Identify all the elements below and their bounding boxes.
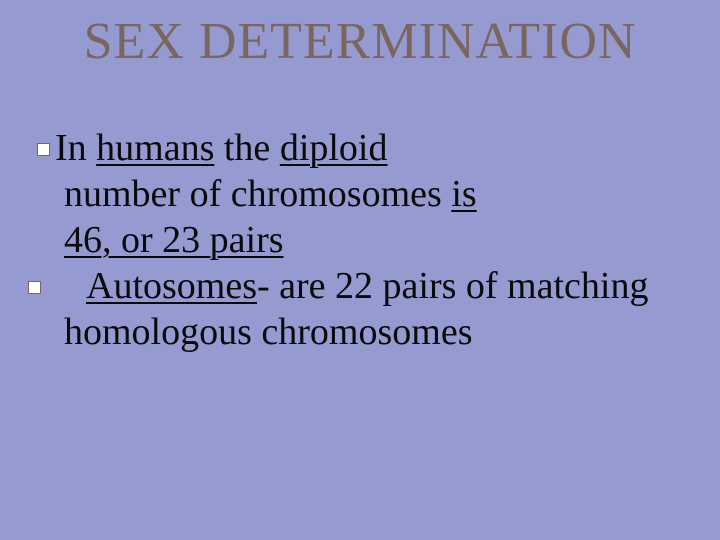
word-humans: humans [96, 127, 215, 169]
word-in: In [55, 127, 87, 169]
phrase-46-or-23-pairs: 46, or 23 pairs [64, 219, 284, 261]
word-autosomes: Autosomes [86, 265, 257, 307]
bullet-1-text [55, 127, 477, 261]
bullet-item-2 [64, 263, 704, 355]
square-bullet-icon [37, 143, 50, 156]
square-bullet-icon [28, 281, 41, 294]
word-diploid: diploid [279, 127, 388, 169]
slide-title: SEX DETERMINATION [83, 13, 637, 70]
word-the: the [223, 127, 271, 169]
bullet-2-text [64, 265, 648, 353]
phrase-autosome-definition: - are 22 pairs of matching homologous chromosomes [64, 265, 649, 353]
slide-body [55, 125, 704, 355]
phrase-number-of-chromosomes: number of chromosomes [64, 173, 442, 215]
bullet-item-1 [55, 125, 704, 263]
word-is: is [451, 173, 477, 215]
